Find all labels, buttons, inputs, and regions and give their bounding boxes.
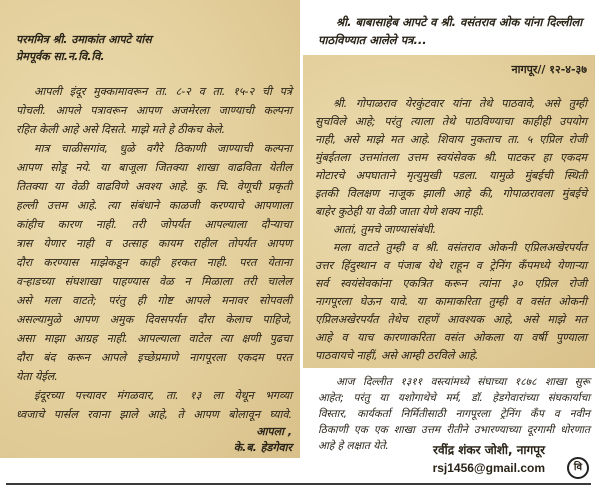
- letter-line: पाठवायचे नाहीं, असे आम्ही ठरविले आहे.: [315, 349, 479, 362]
- letter-line: उत्तर हिंदुस्थान व पंजाब येथे राहून व ट्रेनिंग कँपमध्ये येणाऱ्या: [315, 259, 587, 272]
- closing-note-line: आहे हे लक्षात येते.: [318, 440, 389, 452]
- letter-line: नागपूरला घेऊन यावे. या कामाकरिता तुम्ही व वसंत ओकनी: [315, 295, 587, 308]
- letter-line: सर्व स्वयंसेवकांना एकत्रित करून त्यांना ३० एप्रिल रोजी: [315, 277, 587, 290]
- letter-line: मात्र चाळीसगांव, धुळे वगैरे ठिकाणी जाण्याची कल्पना: [34, 142, 292, 155]
- author-email[interactable]: rsj1456@gmail.com: [432, 461, 545, 475]
- letter-line: मोटारचे अपघाताने मृत्युमुखी पडला. यामुळे मुंबईची स्थिती: [315, 169, 587, 182]
- left-letter-panel: [0, 0, 300, 458]
- letter-line: सुचविले आहे; परंतु त्याला तेथे पाठविण्याचा काहीही उपयोग: [315, 115, 587, 128]
- letter-line: बाहेर कुठेही या वेळी जाता येणे शक्य नाही.: [315, 205, 485, 218]
- letter-line: आहे व याच कारणाकरिता वसंत ओकला या वर्षी पुण्याला: [315, 331, 587, 344]
- letter-signoff: आपला ,: [256, 425, 292, 438]
- letter-line: कांहीच कारण नाही. तरी जोपर्यंत आपल्याला दौऱ्याचा: [16, 218, 292, 231]
- salutation-line: प्रेमपूर्वक सा.न.वि.वि.: [16, 50, 105, 63]
- letter-line: पोचली. आपले पत्रावरून आपण अजमेरला जाण्याची कल्पना: [16, 104, 292, 117]
- letter-signature: के.ब. हेडगेवार: [233, 441, 292, 454]
- letter-line: ध्वजाचे पार्सल रवाना झाले आहे, ते आपण बोलावून घ्यावे.: [16, 408, 292, 421]
- closing-note-line: आहेत; परंतु या यशोगाथेचे मर्म, डॉ. हेडगेवारांच्या संघकार्याचा: [318, 392, 590, 404]
- letter-line: रहित केली आहे असे दिसते. माझे मते हे ठीकच केले.: [16, 123, 226, 136]
- letter-line: मला वाटते तुम्ही व श्री. वसंतराव ओकनी एप्रिलअखेरपर्यंत: [333, 241, 587, 254]
- letter-line: आतां, तुमचे जाण्यासंबंधी.: [333, 223, 436, 236]
- article-heading: श्री. बाबासाहेब आपटे व श्री. वसंतराव ओक यांना दिल्लीला: [336, 15, 583, 29]
- letter-line: इंदूरच्या पत्त्यावर मंगळवार, ता. १३ ला येथून भगव्या: [34, 389, 292, 402]
- letter-line: असल्यामुळे आपण अमुक दिवसपर्यंत दौरा केलाच पाहिजे,: [16, 313, 292, 326]
- letter-line: दौरा करण्यास माझेकडून काही हरकत नाही. परत येताना: [16, 256, 292, 269]
- letter-line: त्रास येणार नाही व उत्साह कायम राहील तोपर्यंत आपण: [16, 237, 292, 250]
- letter-line: इतकी विलक्षण नाजूक झाली आहे की, गोपाळरावला मुंबईचे: [315, 187, 587, 200]
- letter-line: मुंबईतला उत्तमांतला उत्तम स्वयंसेवक श्री. पाटकर हा एकदम: [315, 151, 587, 164]
- letter-line: तितक्या या वेळी वाढविणे अवश्य आहे. कु. चि. वेणूची प्रकृती: [16, 180, 292, 193]
- letter-line: श्री. गोपाळराव येरकुंटवार यांना तेथे पाठवावे, असे तुम्ही: [333, 97, 587, 110]
- letter-line: एप्रिलअखेरपर्यंत तेथेच राहणें आवश्यक आहे, असे माझे मत: [315, 313, 587, 326]
- article-heading: पाठविण्यात आलेले पत्र...: [318, 33, 427, 47]
- right-letter-panel: [303, 55, 595, 368]
- closing-note-line: विस्तार, कार्यकर्ता निर्मितीसाठी नागपूरला ट्रेनिंग कँप व नवीन: [318, 408, 590, 420]
- bottom-divider: [6, 483, 591, 485]
- letter-line: आपली इंदूर मुक्कामावरून ता. ८-२ व ता. १५-२ ची पत्रे: [34, 85, 292, 98]
- letter-line: नाही, असे माझे मत आहे. शिवाय नुकताच ता. ५ एप्रिल रोजी: [315, 133, 587, 146]
- letter-line: वऱ्हाडच्या संघशाखा पाहण्यास वेळ न मिळाला तरी चालेल: [16, 275, 292, 288]
- closing-note-line: आज दिल्लीत १३११ वस्त्यांमध्ये संघाच्या १८७८ शाखा सुरू: [336, 376, 590, 388]
- letter-line: आपण सोडू नये. या बाजूला जितक्या शाखा वाढविता येतील: [16, 161, 292, 174]
- letter-line: दौरा बंद करून आपले इच्छेप्रमाणे नागपूरला एकदम परत: [16, 351, 292, 364]
- salutation-line: परममित्र श्री. उमाकांत आपटे यांस: [16, 33, 152, 46]
- publication-emblem-icon: वि: [567, 457, 589, 479]
- closing-note-line: ठिकाणी एक एक शाखा उत्तम रीतीने उभारण्याच्या दूरगामी धोरणात: [318, 424, 590, 436]
- letter-line: असा माझा आग्रह नाही. आपल्याला वाटेल त्या क्षणी पुढचा: [16, 332, 292, 345]
- letter-line: हल्ली उत्तम आहे. त्या संबंधाने काळजी करण्याचे आपणाला: [16, 199, 292, 212]
- letter-line: येता येईल.: [16, 370, 58, 383]
- letter-place-date: नागपूर// १२-४-३७: [511, 63, 587, 76]
- letter-line: असे मला वाटते; परंतु ही गोष्ट आपले मनावर सोपवली: [16, 294, 292, 307]
- author-name: रवींद्र शंकर जोशी, नागपूर: [433, 443, 545, 457]
